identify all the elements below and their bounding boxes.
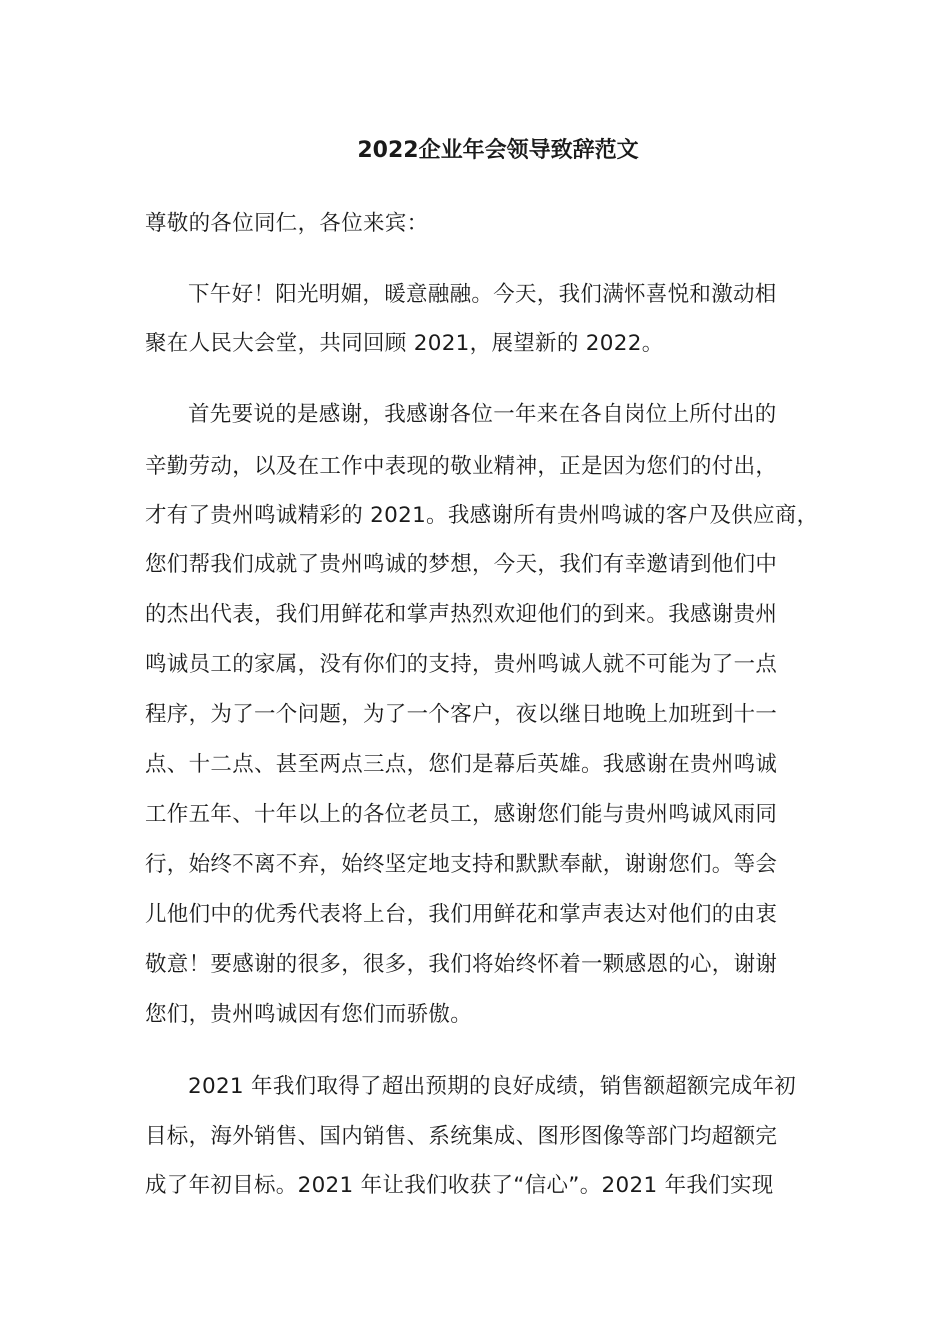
paragraph-2-line-7: 程序，为了一个问题，为了一个客户，夜以继日地晚上加班到十一 <box>145 702 778 727</box>
paragraph-2-line-11: 儿他们中的优秀代表将上台，我们用鲜花和掌声表达对他们的由衷 <box>145 902 778 927</box>
paragraph-3-line-1: 2021 年我们取得了超出预期的良好成绩，销售额超额完成年初 <box>188 1074 797 1099</box>
paragraph-2-line-5: 的杰出代表，我们用鲜花和掌声热烈欢迎他们的到来。我感谢贵州 <box>145 602 778 627</box>
paragraph-3-line-3: 成了年初目标。2021 年让我们收获了“信心”。2021 年我们实现 <box>145 1173 774 1198</box>
paragraph-2-line-1: 首先要说的是感谢，我感谢各位一年来在各自岗位上所付出的 <box>188 402 777 427</box>
paragraph-2-line-13: 您们，贵州鸣诚因有您们而骄傲。 <box>145 1002 473 1027</box>
paragraph-2-line-9: 工作五年、十年以上的各位老员工，感谢您们能与贵州鸣诚风雨同 <box>145 802 778 827</box>
document-title: 2022企业年会领导致辞范文 <box>357 138 639 163</box>
paragraph-2-line-6: 鸣诚员工的家属，没有你们的支持，贵州鸣诚人就不可能为了一点 <box>145 652 778 677</box>
paragraph-2-line-4: 您们帮我们成就了贵州鸣诚的梦想，今天，我们有幸邀请到他们中 <box>145 552 778 577</box>
paragraph-1-line-2: 聚在人民大会堂，共同回顾 2021，展望新的 2022。 <box>145 331 664 356</box>
paragraph-2-line-3: 才有了贵州鸣诚精彩的 2021。我感谢所有贵州鸣诚的客户及供应商， <box>145 503 819 528</box>
paragraph-1-line-1: 下午好！阳光明媚，暖意融融。今天，我们满怀喜悦和激动相 <box>188 282 777 307</box>
paragraph-2-line-8: 点、十二点、甚至两点三点，您们是幕后英雄。我感谢在贵州鸣诚 <box>145 752 778 777</box>
paragraph-2-line-2: 辛勤劳动，以及在工作中表现的敬业精神，正是因为您们的付出， <box>145 454 778 479</box>
paragraph-2-line-12: 敬意！要感谢的很多，很多，我们将始终怀着一颗感恩的心，谢谢 <box>145 952 778 977</box>
paragraph-3-line-2: 目标，海外销售、国内销售、系统集成、图形图像等部门均超额完 <box>145 1124 778 1149</box>
paragraph-2-line-10: 行，始终不离不弃，始终坚定地支持和默默奉献，谢谢您们。等会 <box>145 852 778 877</box>
salutation: 尊敬的各位同仁，各位来宾： <box>145 211 429 236</box>
